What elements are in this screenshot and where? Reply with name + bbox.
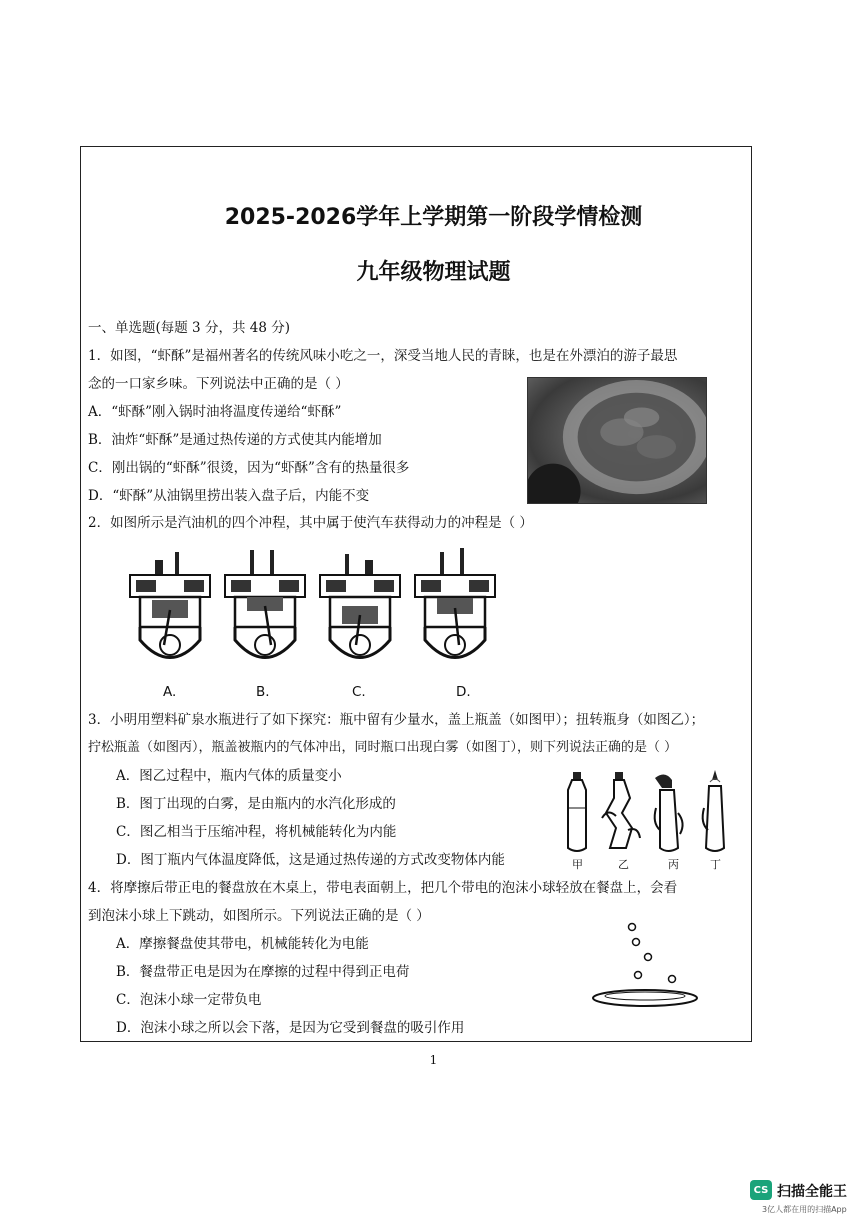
engine-c-icon xyxy=(320,554,400,658)
foam-ball-icon xyxy=(629,924,636,931)
watermark-tagline: 3亿人都在用的扫描App xyxy=(762,1205,847,1214)
foam-ball-icon xyxy=(669,976,676,983)
engine-label-a: A. xyxy=(163,684,177,700)
exam-subtitle: 九年级物理试题 xyxy=(356,260,511,285)
bottle-bing-icon xyxy=(655,774,683,851)
q4-stem-line1: 4．将摩擦后带正电的餐盘放在木桌上，带电表面朝上，把几个带电的泡沫小球轻放在餐盘上，会看 xyxy=(88,880,678,896)
exam-title: 2025-2026学年上学期第一阶段学情检测 xyxy=(224,205,643,230)
engine-b-icon xyxy=(225,550,305,658)
q1-stem-line2: 念的一口家乡味。下列说法中正确的是（ ） xyxy=(88,376,349,392)
foam-ball-icon xyxy=(635,972,642,979)
q3-option-b: B．图丁出现的白雾，是由瓶内的水汽化形成的 xyxy=(116,796,396,812)
q4-option-a: A．摩擦餐盘使其带电，机械能转化为电能 xyxy=(116,936,369,952)
camscanner-logo: CS xyxy=(750,1180,772,1200)
foam-ball-icon xyxy=(633,939,640,946)
q3-option-c: C．图乙相当于压缩冲程，将机械能转化为内能 xyxy=(116,824,397,840)
shrimp-cake-image xyxy=(528,378,706,503)
q3-option-a: A．图乙过程中，瓶内气体的质量变小 xyxy=(116,768,342,784)
q4-option-c: C．泡沫小球一定带负电 xyxy=(116,992,262,1008)
engine-label-b: B. xyxy=(256,684,270,700)
bottle-label-bing: 丙 xyxy=(668,858,679,871)
q1-option-c: C．刚出锅的“虾酥”很烫，因为“虾酥”含有的热量很多 xyxy=(88,460,410,476)
watermark-app-name: 扫描全能王 xyxy=(777,1184,847,1200)
q3-stem-line2: 拧松瓶盖（如图丙），瓶盖被瓶内的气体冲出，同时瓶口出现白雾（如图丁），则下列说法正确的是（ ） xyxy=(88,740,678,755)
engine-label-c: C. xyxy=(352,684,366,700)
scanner-watermark xyxy=(750,1180,860,1220)
bottle-jia-icon xyxy=(568,772,586,851)
engine-a-icon xyxy=(130,552,210,658)
q1-option-a: A．“虾酥”刚入锅时油将温度传递给“虾酥” xyxy=(88,404,342,420)
bottle-label-jia: 甲 xyxy=(572,858,583,871)
shrimp-cake-photo xyxy=(527,377,707,504)
q1-option-d: D．“虾酥”从油锅里捞出装入盘子后，内能不变 xyxy=(88,488,370,504)
q4-option-b: B．餐盘带正电是因为在摩擦的过程中得到正电荷 xyxy=(116,964,410,980)
page-number: 1 xyxy=(429,1053,438,1067)
engine-d-icon xyxy=(415,548,495,658)
plate-rim-icon xyxy=(605,992,685,1000)
foam-ball-icon xyxy=(645,954,652,961)
q4-option-d: D．泡沫小球之所以会下落，是因为它受到餐盘的吸引作用 xyxy=(116,1020,465,1036)
bottle-label-yi: 乙 xyxy=(618,858,629,871)
q3-stem-line1: 3．小明用塑料矿泉水瓶进行了如下探究：瓶中留有少量水，盖上瓶盖（如图甲）；扭转瓶身（如图乙）； xyxy=(88,712,705,728)
bottle-yi-icon xyxy=(602,772,640,848)
q1-option-b: B．油炸“虾酥”是通过热传递的方式使其内能增加 xyxy=(88,432,382,448)
q1-stem-line1: 1．如图，“虾酥”是福州著名的传统风味小吃之一，深受当地人民的青睐，也是在外漂泊的游子最思 xyxy=(88,348,678,364)
bottle-ding-icon xyxy=(703,770,724,851)
q3-option-d: D．图丁瓶内气体温度降低，这是通过热传递的方式改变物体内能 xyxy=(116,852,505,868)
engine-label-d: D. xyxy=(456,684,471,700)
engine-strokes-figure xyxy=(120,540,500,680)
section-heading: 一、单选题(每题 3 分，共 48 分) xyxy=(88,320,290,336)
bottle-label-ding: 丁 xyxy=(710,858,721,871)
q4-stem-line2: 到泡沫小球上下跳动，如图所示。下列说法正确的是（ ） xyxy=(88,908,430,924)
q2-stem: 2．如图所示是汽油机的四个冲程，其中属于使汽车获得动力的冲程是（ ） xyxy=(88,515,533,531)
foam-balls-plate-figure xyxy=(590,915,710,1015)
